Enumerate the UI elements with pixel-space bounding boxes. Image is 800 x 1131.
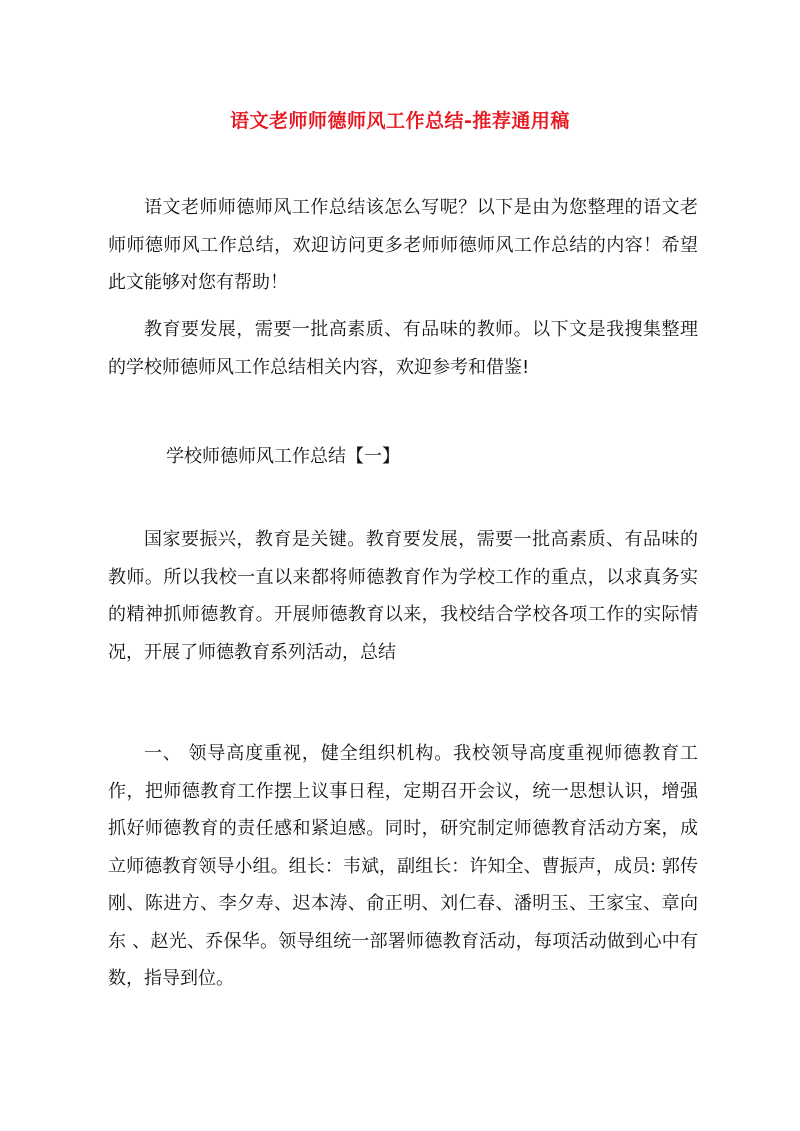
body-paragraph-1: 国家要振兴，教育是关键。教育要发展，需要一批高素质、有品味的教师。所以我校一直以来都将师德教育作为学校工作的重点，以求真务实的精神抓师德教育。开展师德教育以来，我校结合学校各项工作的实际情况，开展了师德教育系列活动，总结 <box>108 529 698 663</box>
section-heading: 学校师德师风工作总结【一】 <box>166 446 400 467</box>
intro-paragraph: 语文老师师德师风工作总结该怎么写呢？以下是由为您整理的语文老师师德师风工作总结，欢迎访问更多老师师德师风工作总结的内容！希望此文能够对您有帮助！ <box>108 197 698 293</box>
intro-paragraph-2: 教育要发展，需要一批高素质、有品味的教师。以下文是我搜集整理的学校师德师风工作总结相关内容，欢迎参考和借鉴! <box>108 319 698 378</box>
document-title: 语文老师师德师风工作总结-推荐通用稿 <box>230 110 570 132</box>
body-paragraph-2: 一、 领导高度重视，健全组织机构。我校领导高度重视师德教育工作，把师德教育工作摆上议事日程，定期召开会议，统一思想认识，增强抓好师德教育的责任感和紧迫感。同时，研究制定师德教育活动方案，成立师德教育领导小组。组长：韦斌，副组长：许知全、曹振声，成员: 郭传刚、陈进方、李夕寿、迟本涛、俞正明、刘仁春、潘明玉、王家宝、章向东 、赵光、乔保华。领导组统一部署师德教育活动，每项活动做到心中有数，指导到位。 <box>108 743 698 989</box>
